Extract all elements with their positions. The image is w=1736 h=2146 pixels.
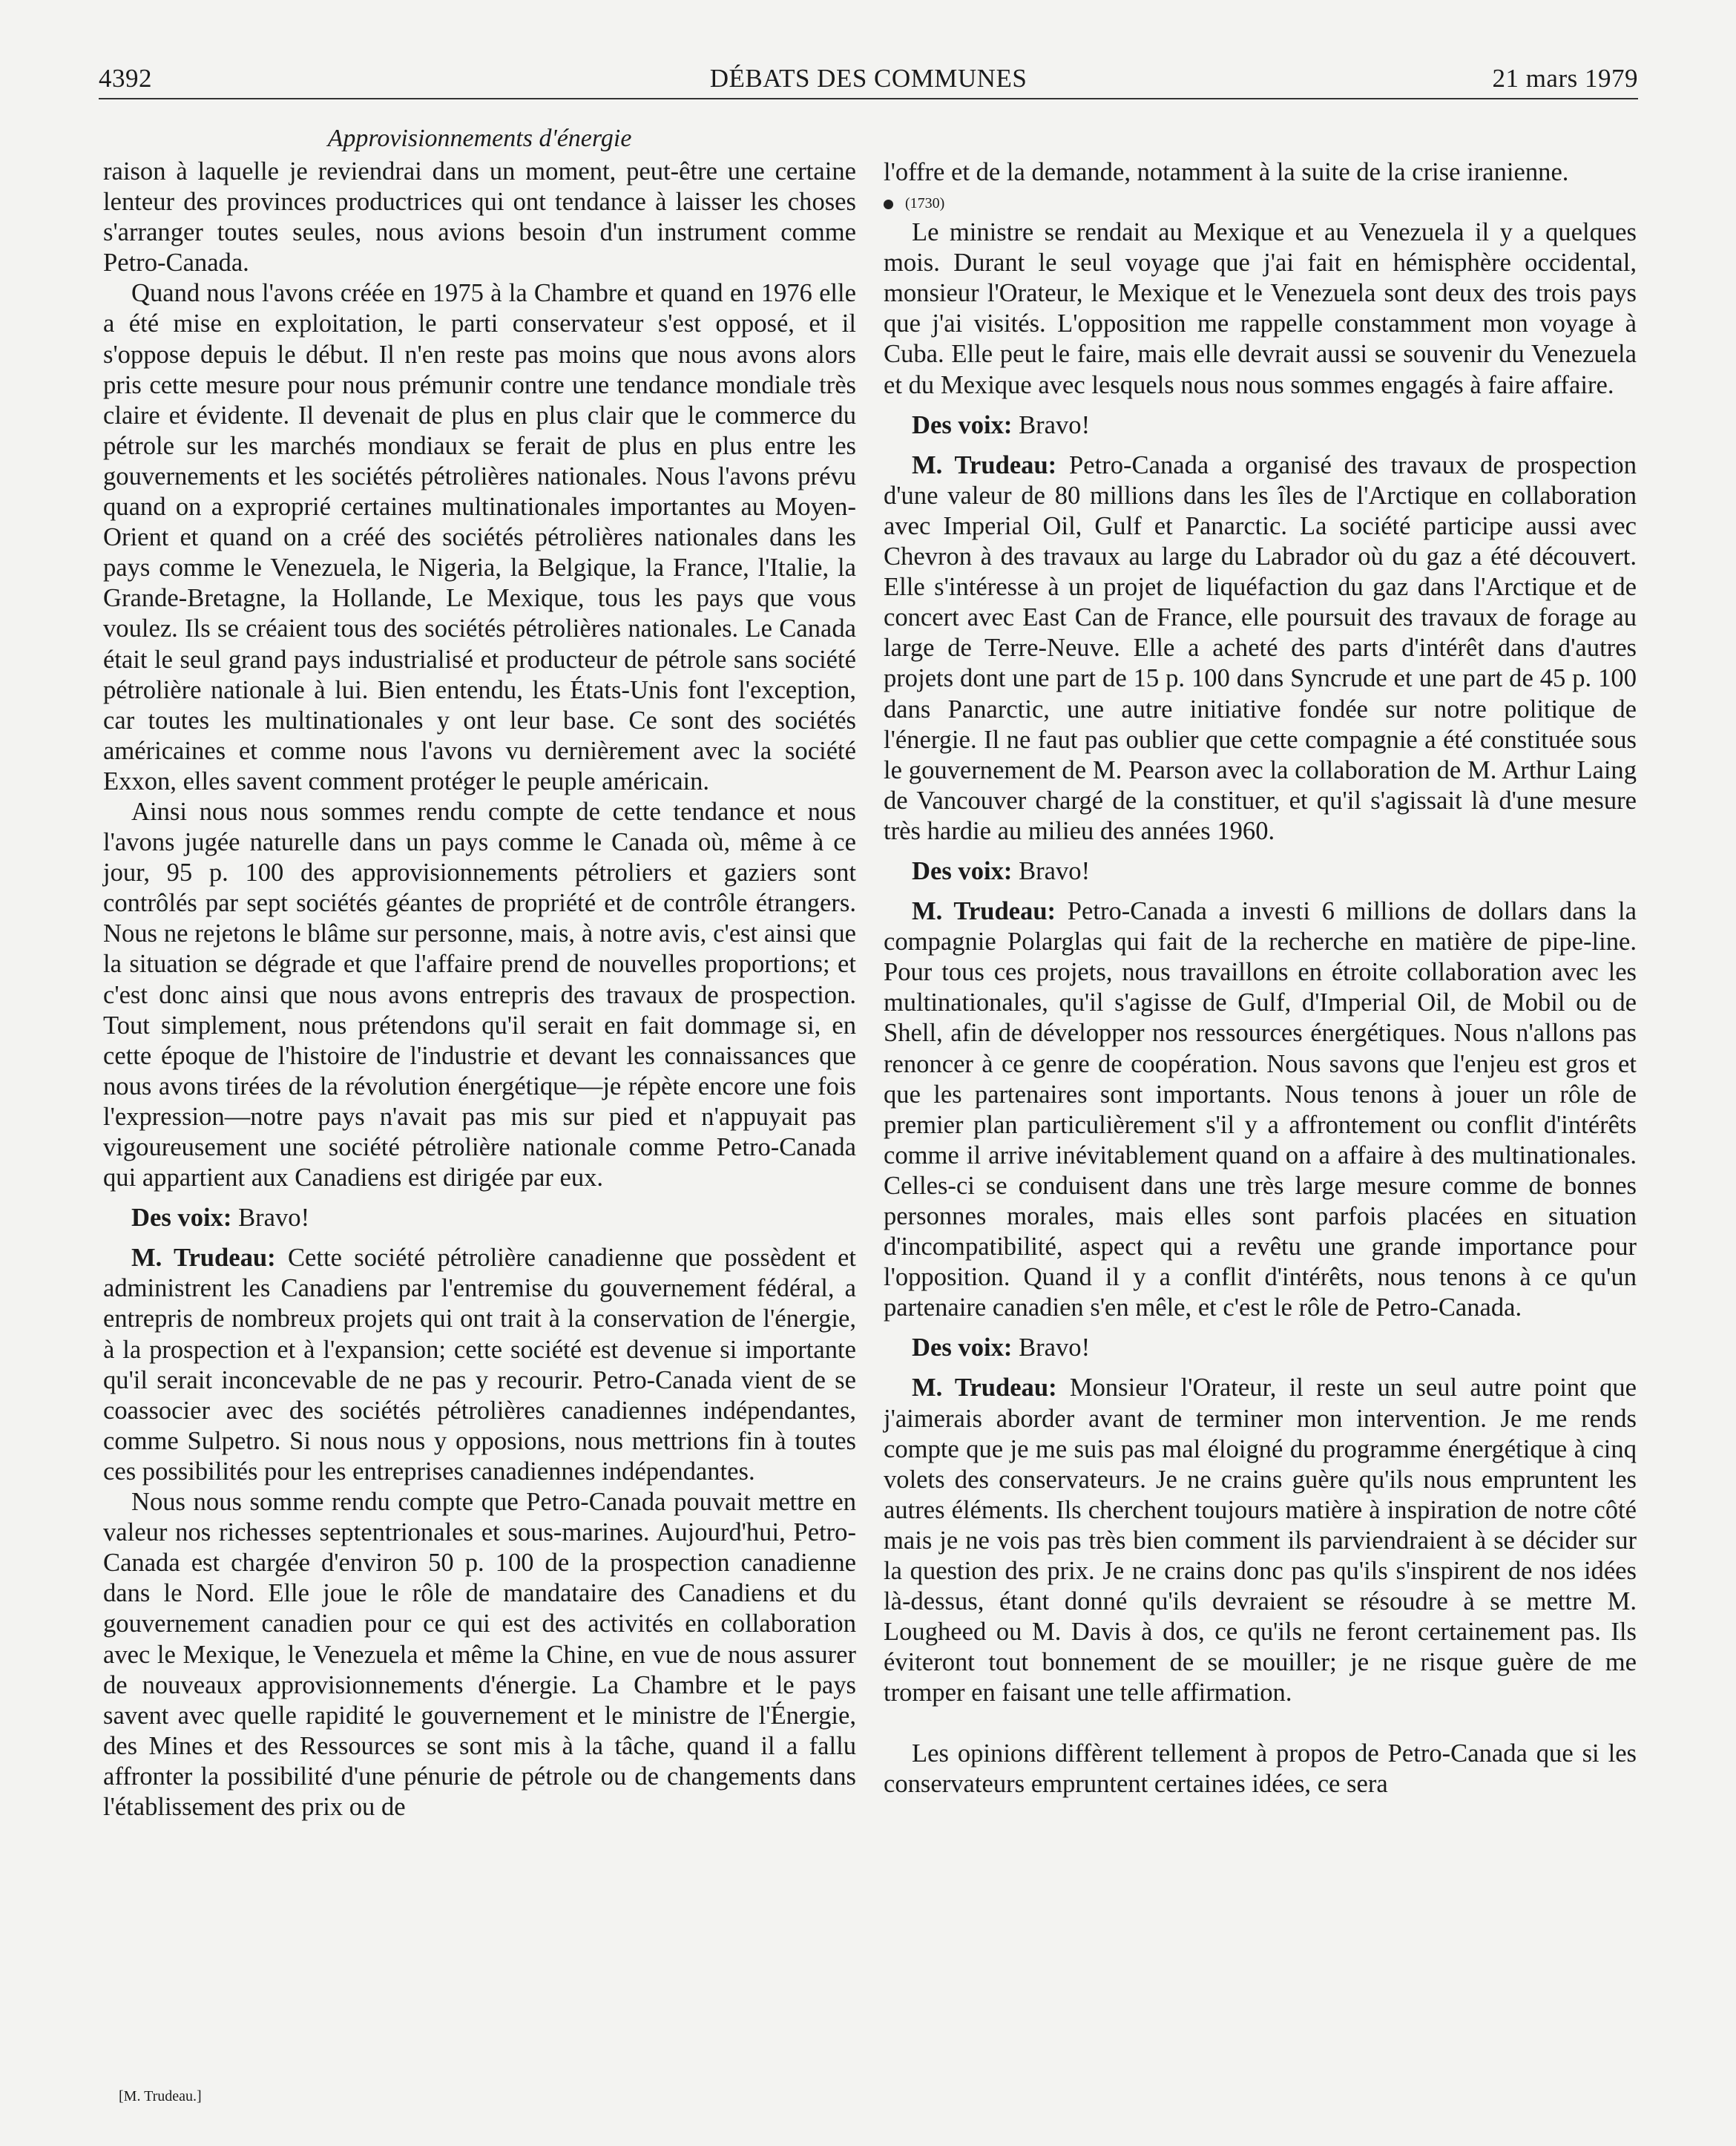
speaker-name: Des voix: bbox=[912, 1333, 1013, 1362]
speaker-footnote: [M. Trudeau.] bbox=[119, 2088, 202, 2104]
speaker-name: Des voix: bbox=[131, 1204, 232, 1233]
speaker-name: Des voix: bbox=[912, 410, 1013, 439]
paragraph: Quand nous l'avons créée en 1975 à la Chambre et quand en 1976 elle a été mise en exploitation, le parti conservateur s'est opposé, et il s'oppose depuis le début. Il n'en reste pas moins que nous avons alors pris cette mesure pour nous prémunir contre une tendance mondiale très claire et évidente. Il devenait de plus en plus clair que le commerce du pétrole sur les marchés mondiaux se ferait de plus en plus entre les gouvernements et les sociétés pétrolières nationales. Nous l'avons prévu quand on a exproprié certaines multinationales importantes au Moyen-Orient et quand on a créé des sociétés pétrolières nationales dans les pays comme le Venezuela, le Nigeria, la Belgique, la France, l'Italie, la Grande-Bretagne, la Hollande, Le Mexique, tous les pays que vous voulez. Ils se créaient tous des sociétés pétrolières nationales. Le Canada était le seul grand pays industrialisé et producteur de pétrole sans société pétrolière nationale à lui. Bien entendu, les États-Unis font l'exception, car toutes les multinationales y ont leur base. Ce sont des sociétés américaines et comme nous l'avons vu dernièrement avec la société Exxon, elles savent comment protéger le peuple américain. bbox=[103, 279, 856, 795]
page-header bbox=[99, 59, 1638, 99]
paragraph: Les opinions diffèrent tellement à propos de Petro-Canada que si les conservateurs empruntent certaines idées, ce sera bbox=[884, 1739, 1637, 1798]
speech bbox=[103, 1243, 856, 1487]
speaker-name: M. Trudeau: bbox=[912, 450, 1057, 479]
speech-text: Bravo! bbox=[1012, 856, 1091, 885]
publication-title: DÉBATS DES COMMUNES bbox=[709, 64, 1028, 93]
interjection bbox=[884, 410, 1637, 441]
speech-text: Bravo! bbox=[1012, 410, 1091, 439]
interjection bbox=[884, 1333, 1637, 1363]
interjection bbox=[884, 856, 1637, 887]
speaker-name: Des voix: bbox=[912, 856, 1013, 885]
speech-text: Petro-Canada a organisé des travaux de prospection d'une valeur de 80 millions dans les îles de l'Arctique en collaboration avec Imperial Oil, Gulf et Panarctic. La société participe aussi avec Chevron à des travaux au large du Labrador où du gaz a été découvert. Elle s'intéresse à un projet de liquéfaction du gaz dans l'Arctique et de concert avec East Can de France, elle poursuit des travaux de forage au large de Terre-Neuve. Elle a acheté des parts d'intérêt dans d'autres projets dont une part de 15 p. 100 dans Syncrude et une part de 45 p. 100 dans Panarctic, une autre initiative fondée sur notre politique de l'énergie. Il ne faut pas oublier que cette compagnie a été constituée sous le gouvernement de M. Pearson avec la collaboration de M. Arthur Laing de Vancouver chargé de la constituer, et qu'il s'agissait là d'une mesure très hardie au milieu des années 1960. bbox=[884, 450, 1637, 845]
time-marker-label: (1730) bbox=[905, 195, 945, 212]
paragraph: Nous nous somme rendu compte que Petro-Canada pouvait mettre en valeur nos richesses septentrionales et sous-marines. Aujourd'hui, Petro-Canada est chargée d'environ 50 p. 100 de la prospection canadienne dans le Nord. Elle joue le rôle de mandataire des Canadiens et du gouvernement canadien pour ce qui est des activités en collaboration avec le Mexique, le Venezuela et même la Chine, en vue de nous assurer de nouveaux approvisionnements d'énergie. La Chambre et le pays savent avec quelle rapidité le gouvernement et le ministre de l'Énergie, des Mines et des Ressources se sont mis à la tâche, quand il a fallu affronter la possibilité d'une pénurie de pétrole ou de changements dans l'établissement des prix ou de bbox=[103, 1488, 856, 1821]
speech-text: Cette société pétrolière canadienne que possèdent et administrent les Canadiens par l'entremise du gouvernement fédéral, a entrepris de nombreux projets qui ont trait à la conservation de l'énergie, à la prospection et à l'expansion; cette société est devenue si importante qu'il serait inconcevable de ne pas y recourir. Petro-Canada vient de se coassocier avec des sociétés pétrolières canadiennes indépendantes, comme Sulpetro. Si nous nous y opposions, nous mettrions fin à toutes ces possibilités pour les entreprises canadiennes indépendantes. bbox=[103, 1244, 856, 1486]
speech-text: Bravo! bbox=[231, 1204, 310, 1233]
subject-heading: Approvisionnements d'énergie bbox=[327, 125, 632, 152]
page-number: 4392 bbox=[99, 64, 152, 93]
speech bbox=[884, 1373, 1637, 1708]
speaker-name: M. Trudeau: bbox=[912, 1374, 1057, 1402]
time-marker bbox=[884, 194, 1637, 213]
speech-text: Bravo! bbox=[1012, 1333, 1091, 1362]
paragraph: l'offre et de la demande, notamment à la suite de la crise iranienne. bbox=[884, 158, 1569, 186]
interjection bbox=[103, 1203, 856, 1233]
left-column bbox=[103, 122, 856, 1822]
speaker-name: M. Trudeau: bbox=[131, 1244, 276, 1273]
paragraph-spacer bbox=[884, 1709, 1637, 1739]
bullet-dot-icon bbox=[884, 200, 893, 209]
speech-text: Monsieur l'Orateur, il reste un seul autre point que j'aimerais aborder avant de terminer mon intervention. Je me rends compte que je me suis pas mal éloigné du programme énergétique à cinq volets des conservateurs. Je ne crains guère qu'ils nous empruntent les autres éléments. Ils cherchent toujours matière à inspiration de notre côté mais je ne vois pas très bien comment ils parviendraient à se décider sur la question des prix. Je ne crains donc pas qu'ils s'inspirent de nos idées là-dessus, étant donné qu'ils devraient se résoudre à se mettre M. Lougheed ou M. Davis à dos, ce qu'ils ne feront certainement pas. Ils éviteront tout bonnement de se mouiller; je ne risque guère de me tromper en faisant une telle affirmation. bbox=[884, 1374, 1637, 1707]
speech bbox=[884, 450, 1637, 847]
publication-date: 21 mars 1979 bbox=[1492, 64, 1638, 93]
right-column bbox=[884, 157, 1637, 1799]
speech bbox=[884, 896, 1637, 1323]
paragraph: raison à laquelle je reviendrai dans un moment, peut-être une certaine lenteur des provinces productrices qui ont tendance à laisser les choses s'arranger toutes seules, nous avions besoin d'un instrument comme Petro-Canada. bbox=[103, 157, 856, 278]
speech-text: Petro-Canada a investi 6 millions de dollars dans la compagnie Polarglas qui fait de la recherche en matière de pipe-line. Pour tous ces projets, nous travaillons en étroite collaboration avec les multinationales, qu'il s'agisse de Gulf, d'Imperial Oil, de Mobil ou de Shell, afin de développer nos ressources énergétiques. Nous n'allons pas renoncer à ce genre de coopération. Nous savons que l'enjeu est gros et que les partenaires sont importants. Nous tenons à jouer un rôle de premier plan particulièrement s'il y a affrontement ou conflit d'intérêts comme il arrive inévitablement quand on a affaire à des multinationales. Celles-ci se conduisent dans une très large mesure comme de bonnes personnes morales, mais elles sont parfois placées en situation d'incompatibilité, aspect qui a revêtu une grande importance pour l'opposition. Quand il y a conflit d'intérêts, nous tenons à ce qu'un partenaire canadien s'en mêle, et c'est le rôle de Petro-Canada. bbox=[884, 897, 1637, 1322]
speaker-name: M. Trudeau: bbox=[912, 897, 1056, 926]
paragraph: Le ministre se rendait au Mexique et au Venezuela il y a quelques mois. Durant le seul voyage que j'ai fait en hémisphère occidental, monsieur l'Orateur, le Mexique et le Venezuela sont deux des trois pays que j'ai visités. L'opposition me rappelle constamment mon voyage à Cuba. Elle peut le faire, mais elle devrait aussi se souvenir du Venezuela et du Mexique avec lesquels nous nous sommes engagés à faire affaire. bbox=[884, 218, 1637, 399]
paragraph: Ainsi nous nous sommes rendu compte de cette tendance et nous l'avons jugée naturelle dans un pays comme le Canada où, même à ce jour, 95 p. 100 des approvisionnements pétroliers et gaziers sont contrôlés par sept sociétés géantes de propriété et de contrôle étrangers. Nous ne rejetons le blâme sur personne, mais, à notre avis, c'est ainsi que la situation se dégrade et que l'affaire prend de nouvelles proportions; et c'est donc ainsi que nous avons entrepris des travaux de prospection. Tout simplement, nous prétendons qu'il serait en fait dommage si, en cette époque de l'histoire de l'industrie et devant les connaissances que nous avons tirées de la révolution énergétique—je répète encore une fois l'expression—notre pays n'avait pas mis sur pied et n'appuyait pas vigoureusement une société pétrolière nationale comme Petro-Canada qui appartient aux Canadiens est dirigée par eux. bbox=[103, 797, 856, 1192]
